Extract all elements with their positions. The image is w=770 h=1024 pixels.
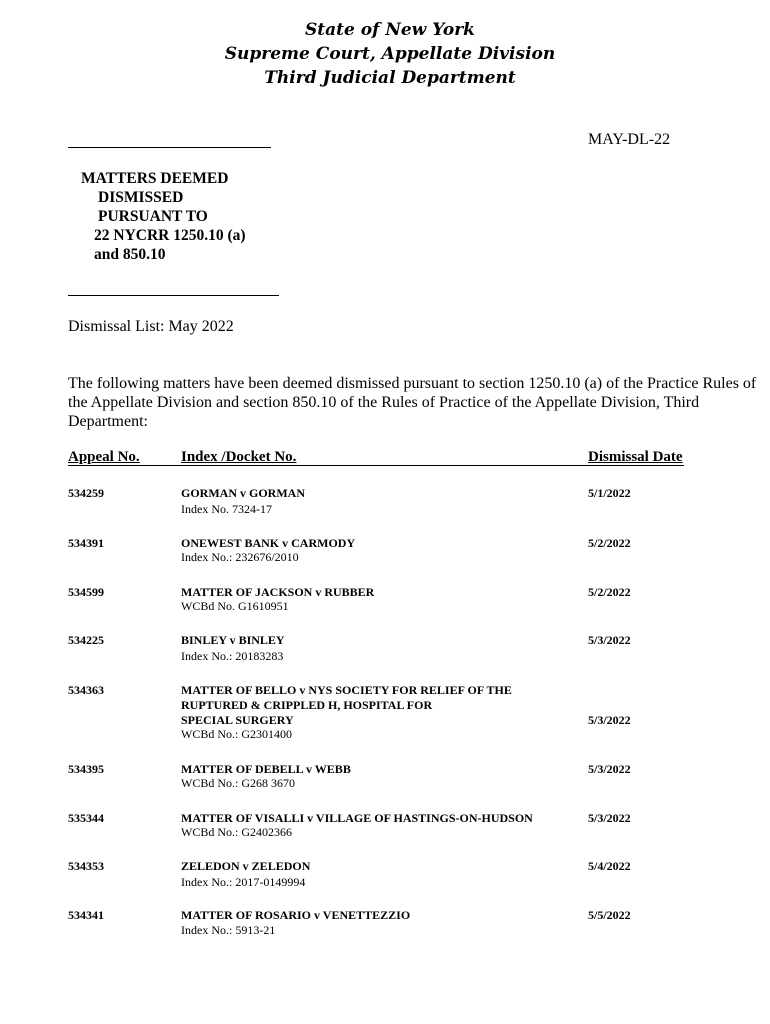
index-number: Index No.: 5913-21 <box>181 923 276 937</box>
case-caption: BINLEY v BINLEY <box>181 633 285 647</box>
case-caption: ONEWEST BANK v CARMODY <box>181 536 356 550</box>
court-name-line2: Supreme Court, Appellate Division <box>224 44 556 64</box>
index-number: Index No. 7324-17 <box>181 502 272 516</box>
case-caption-line: SPECIAL SURGERY <box>181 713 294 727</box>
case-caption: GORMAN v GORMAN <box>181 486 305 500</box>
case-caption-line: MATTER OF BELLO v NYS SOCIETY FOR RELIEF OF THE <box>181 683 512 697</box>
appeal-number: 534225 <box>68 633 104 647</box>
column-header-index: Index /Docket No. <box>181 449 297 465</box>
matters-line3: PURSUANT TO <box>98 208 208 225</box>
index-number: Index No.: 20183283 <box>181 649 284 663</box>
case-caption: MATTER OF DEBELL v WEBB <box>181 762 351 776</box>
matters-line1: MATTERS DEEMED <box>81 170 229 187</box>
case-caption: ZELEDON v ZELEDON <box>181 859 311 873</box>
appeal-number: 534599 <box>68 585 104 599</box>
dismissal-date: 5/3/2022 <box>588 713 631 727</box>
dismissal-date: 5/3/2022 <box>588 762 631 776</box>
intro-paragraph: The following matters have been deemed dismissed pursuant to section 1250.10 (a) of the Practice Rules of the Appellate Division and section 850.10 of the Rules of Practice of the Appellate Division, Third Department: <box>68 375 757 430</box>
matters-line2: DISMISSED <box>98 189 184 206</box>
index-number: WCBd No. G1610951 <box>181 599 289 613</box>
top-rule <box>68 147 271 148</box>
matters-heading <box>81 169 246 264</box>
case-caption: MATTER OF ROSARIO v VENETTEZZIO <box>181 908 411 922</box>
dismissal-date: 5/3/2022 <box>588 811 631 825</box>
matters-line5: and 850.10 <box>94 246 166 263</box>
court-name-line3: Third Judicial Department <box>264 68 516 88</box>
index-number: WCBd No.: G2402366 <box>181 825 292 839</box>
dismissal-date: 5/2/2022 <box>588 536 631 550</box>
appeal-number: 534391 <box>68 536 104 550</box>
matters-line4: 22 NYCRR 1250.10 (a) <box>94 227 246 244</box>
list-reference: MAY-DL-22 <box>588 131 671 148</box>
case-caption-line: RUPTURED & CRIPPLED H, HOSPITAL FOR <box>181 698 433 712</box>
dismissal-date: 5/5/2022 <box>588 908 631 922</box>
appeal-number: 535344 <box>68 811 104 825</box>
column-header-date: Dismissal Date <box>588 449 683 465</box>
index-number: WCBd No.: G268 3670 <box>181 776 295 790</box>
column-header-rule <box>68 465 684 466</box>
case-caption: MATTER OF JACKSON v RUBBER <box>181 585 375 599</box>
dismissal-date: 5/3/2022 <box>588 633 631 647</box>
index-number: Index No.: 232676/2010 <box>181 550 299 564</box>
index-number: Index No.: 2017-0149994 <box>181 875 306 889</box>
case-caption: MATTER OF VISALLI v VILLAGE OF HASTINGS-ON-HUDSON <box>181 811 533 825</box>
index-number: WCBd No.: G2301400 <box>181 727 292 741</box>
column-header-appeal: Appeal No. <box>68 449 140 465</box>
dismissal-date: 5/1/2022 <box>588 486 631 500</box>
case-caption <box>181 683 581 728</box>
court-name-line1: State of New York <box>305 20 475 40</box>
appeal-number: 534353 <box>68 859 104 873</box>
appeal-number: 534363 <box>68 683 104 697</box>
appeal-number: 534395 <box>68 762 104 776</box>
appeal-number: 534259 <box>68 486 104 500</box>
dismissal-date: 5/2/2022 <box>588 585 631 599</box>
appeal-number: 534341 <box>68 908 104 922</box>
dismissal-list-title: Dismissal List: May 2022 <box>68 318 234 335</box>
dismissal-date: 5/4/2022 <box>588 859 631 873</box>
middle-rule <box>68 295 279 296</box>
